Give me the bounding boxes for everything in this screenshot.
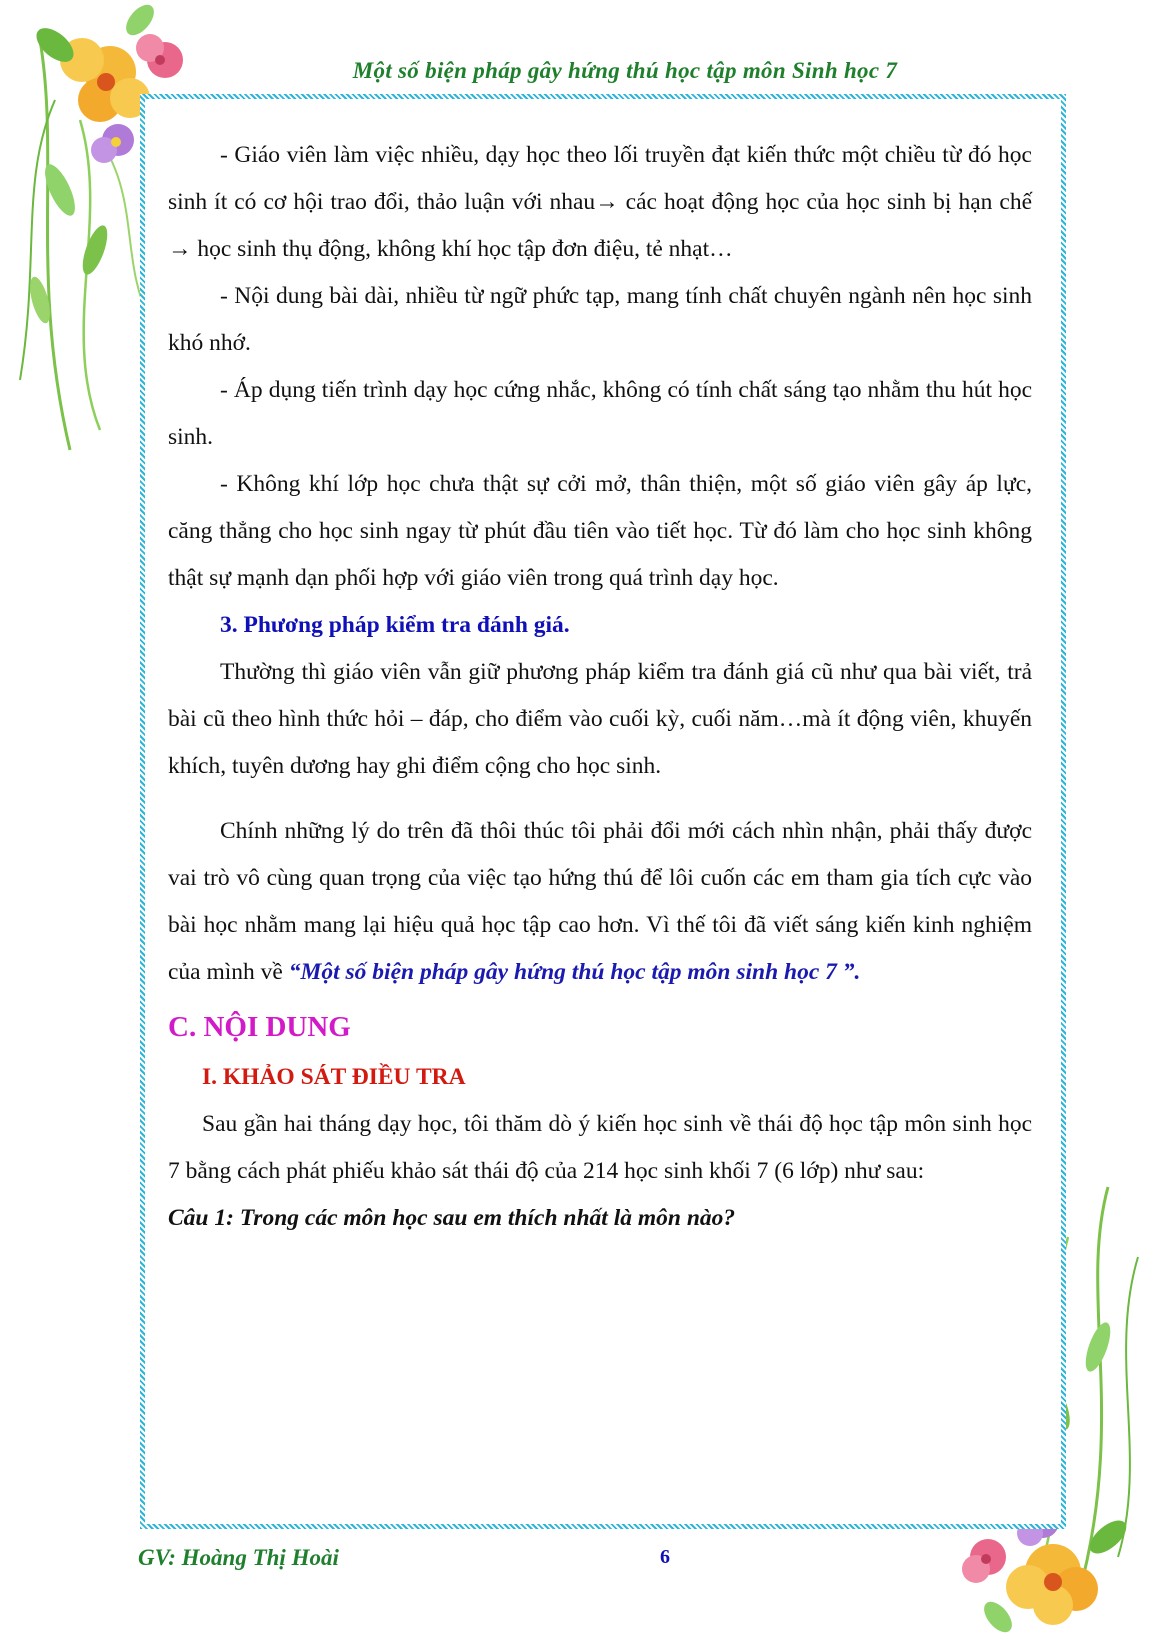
paragraph-survey: Sau gần hai tháng dạy học, tôi thăm dò ý kiến học sinh về thái độ học tập môn sinh học 7 bằng cách phát phiếu khảo sát thái độ của 214 học sinh khối 7 (6 lớp) như sau: <box>168 1111 1032 1184</box>
header-title: Một số biện pháp gây hứng thú học tập môn Sinh học 7 <box>352 58 898 83</box>
question-1: Câu 1: Trong các môn học sau em thích nhất là môn nào? <box>168 1205 736 1231</box>
section-i-heading: I. KHẢO SÁT ĐIỀU TRA <box>202 1064 466 1090</box>
initiative-title-quote: “Một số biện pháp gây hứng thú học tập môn sinh học 7 ”. <box>288 959 861 985</box>
paragraph-motivation <box>168 808 1032 996</box>
main-content <box>168 132 1032 1242</box>
footer-author: GV: Hoàng Thị Hoài <box>138 1545 339 1570</box>
paragraph-rigid-process: - Áp dụng tiến trình dạy học cứng nhắc, không có tính chất sáng tạo nhằm thu hút học sinh. <box>168 377 1032 450</box>
page-number: 6 <box>660 1546 670 1568</box>
paragraph-classroom-atmosphere: - Không khí lớp học chưa thật sự cởi mở, thân thiện, một số giáo viên gây áp lực, căng thẳng cho học sinh ngay từ phút đầu tiên vào tiết học. Từ đó làm cho học sinh không thật sự mạnh dạn phối hợp với giáo viên trong quá trình dạy học. <box>168 471 1032 591</box>
paragraph-assessment: Thường thì giáo viên vẫn giữ phương pháp kiểm tra đánh giá cũ như qua bài viết, trả bài cũ theo hình thức hỏi – đáp, cho điểm vào cuối kỳ, cuối năm…mà ít động viên, khuyến khích, tuyên dương hay ghi điểm cộng cho học sinh. <box>168 659 1032 779</box>
section-c-heading: C. NỘI DUNG <box>168 1011 351 1043</box>
paragraph-teacher-method: - Giáo viên làm việc nhiều, dạy học theo lối truyền đạt kiến thức một chiều từ đó học sinh ít có cơ hội trao đổi, thảo luận với nhau→ các hoạt động học của học sinh bị hạn chế → học sinh thụ động, không khí học tập đơn điệu, tẻ nhạt… <box>168 142 1032 262</box>
motivation-text: Chính những lý do trên đã thôi thúc tôi phải đổi mới cách nhìn nhận, phải thấy được vai trò vô cùng quan trọng của việc tạo hứng thú để lôi cuốn các em tham gia tích cực vào bài học nhằm mang lại hiệu quả học tập cao hơn. Vì thế tôi đã viết sáng kiến kinh nghiệm của mình về <box>168 818 1032 985</box>
paragraph-lesson-content: - Nội dung bài dài, nhiều từ ngữ phức tạp, mang tính chất chuyên ngành nên học sinh khó nhớ. <box>168 283 1032 356</box>
section-3-heading: 3. Phương pháp kiểm tra đánh giá. <box>220 612 570 638</box>
